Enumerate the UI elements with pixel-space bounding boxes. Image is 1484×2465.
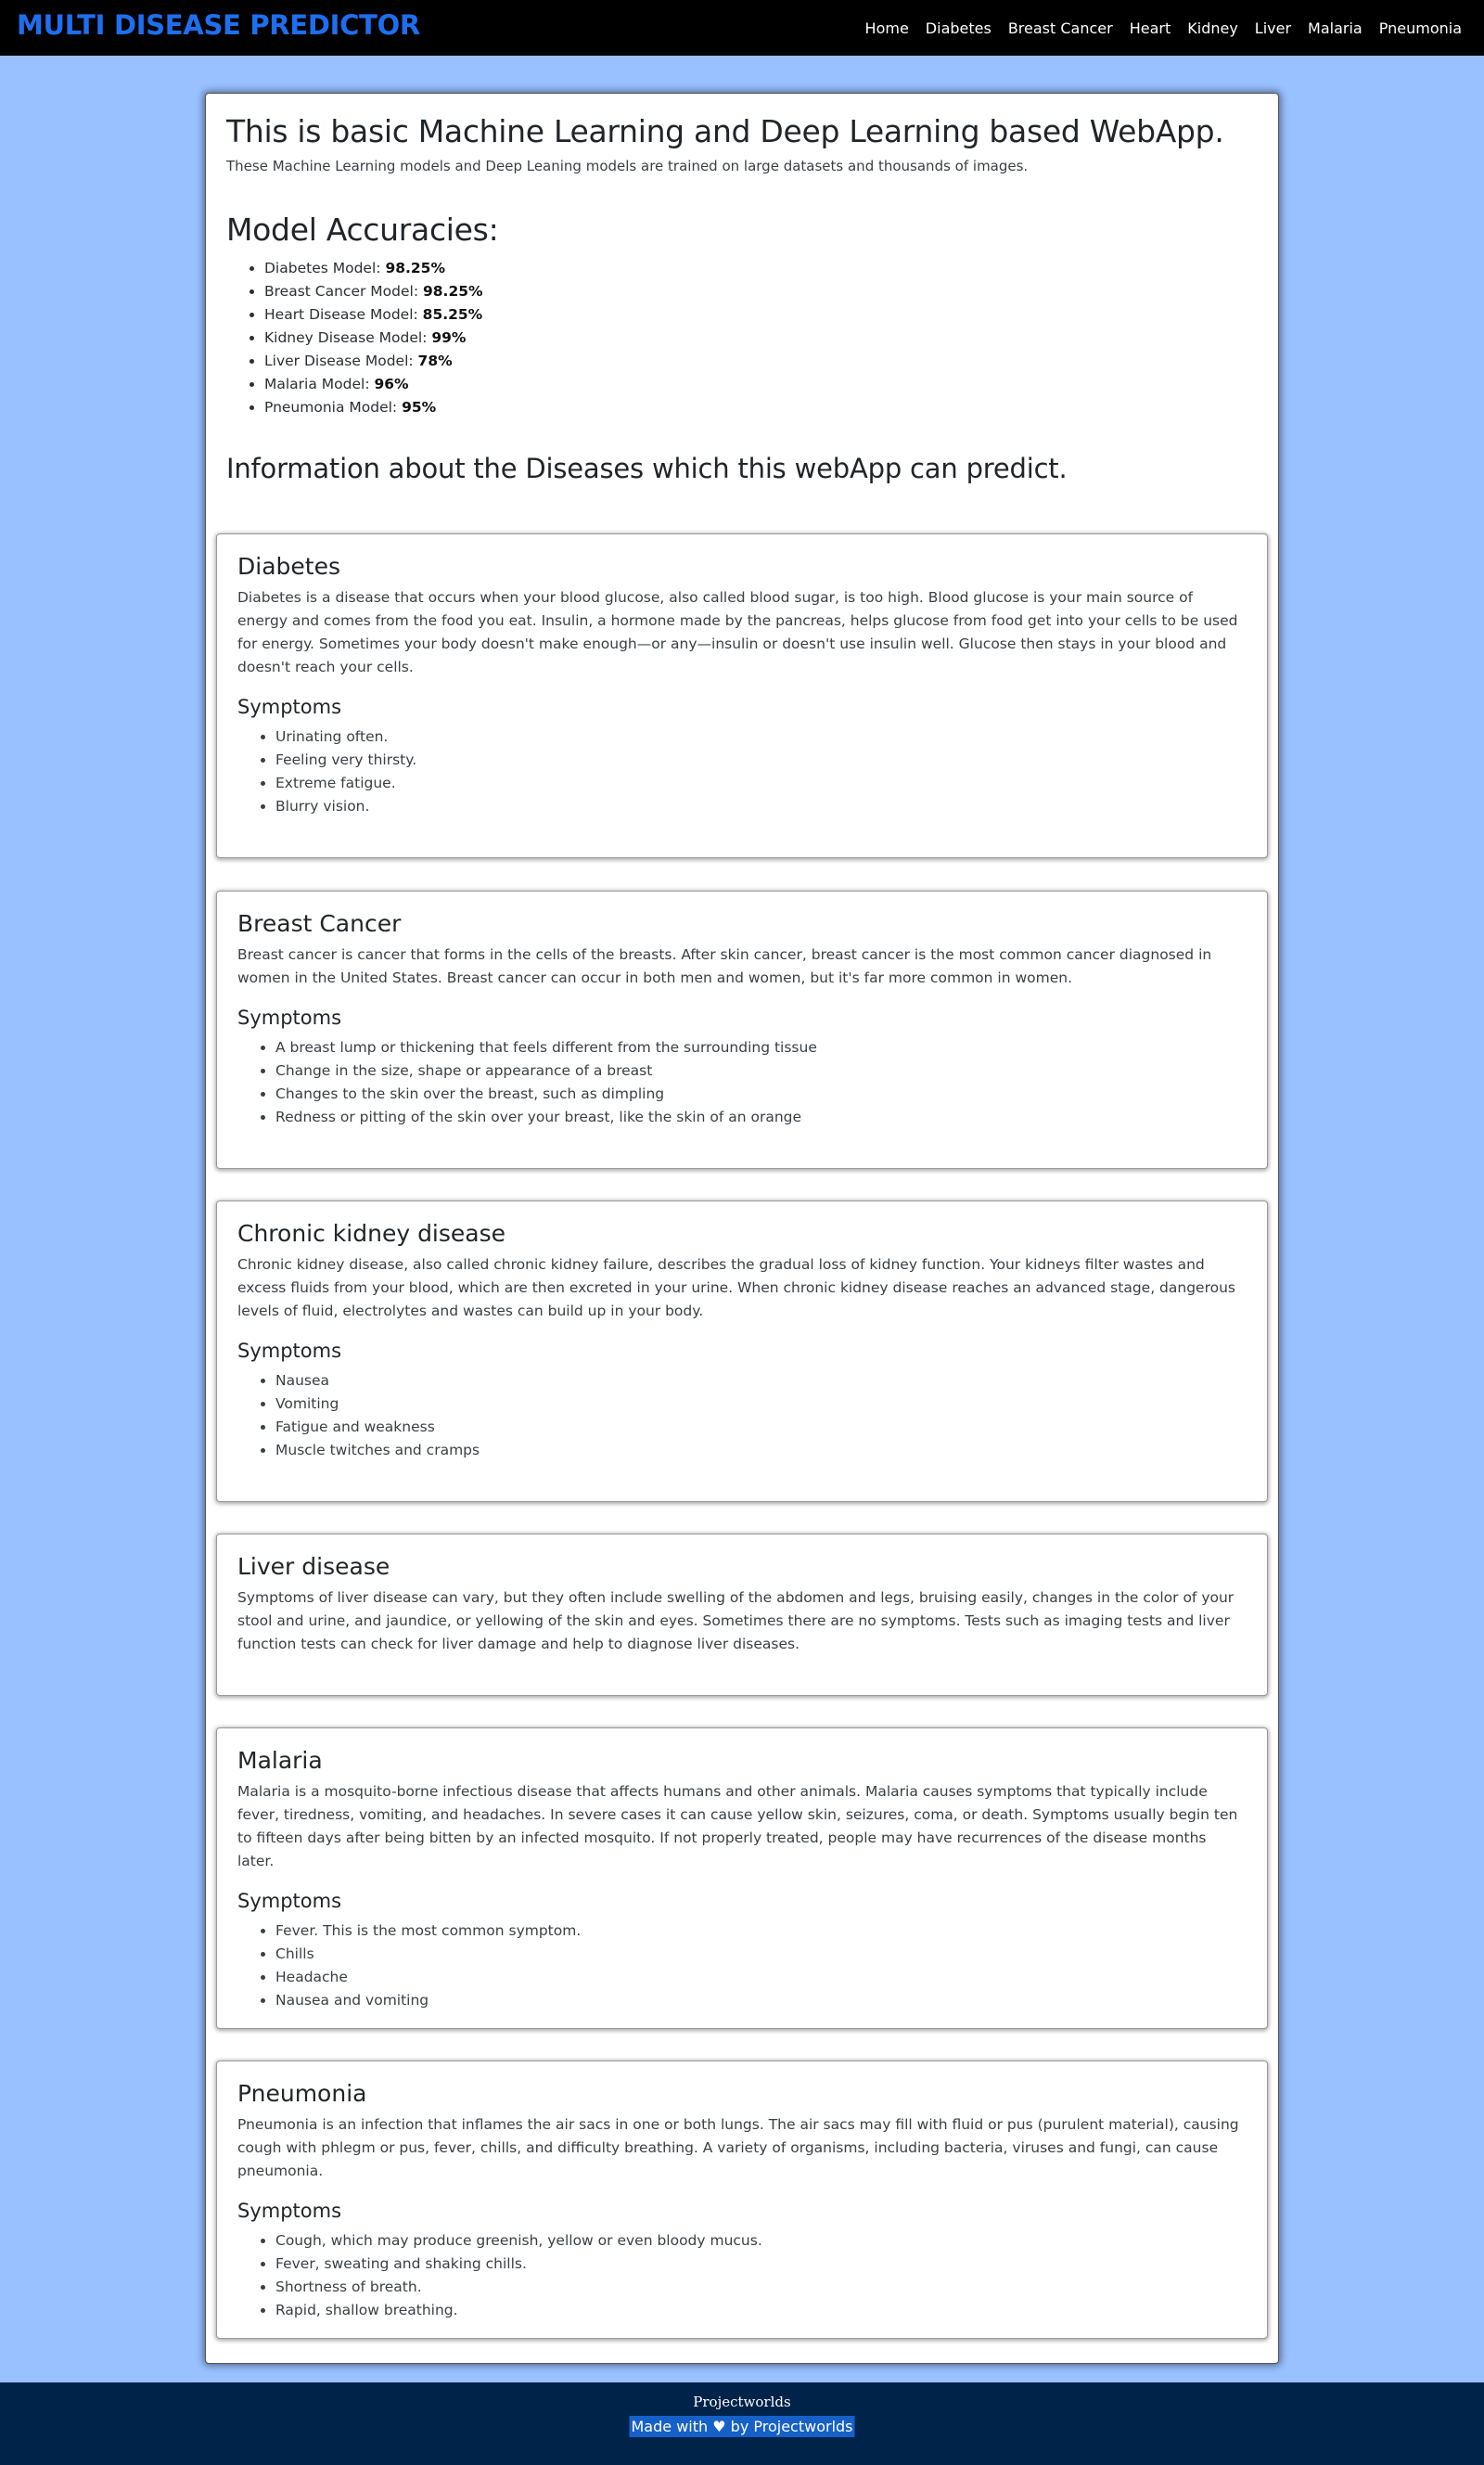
footer <box>0 2382 1484 2465</box>
symptoms-list <box>237 2229 1247 2322</box>
accuracy-item <box>264 327 1258 350</box>
accuracy-value: 98.25% <box>385 259 445 276</box>
disease-title: Diabetes <box>237 553 340 580</box>
nav-link-liver[interactable]: Liver <box>1254 19 1292 37</box>
nav-link-heart[interactable]: Heart <box>1129 19 1171 37</box>
accuracy-label: Liver Disease Model: <box>264 352 414 369</box>
accuracy-item <box>264 303 1258 327</box>
symptom-item: • Muscle twitches and cramps <box>275 1439 1247 1462</box>
accuracy-label: Kidney Disease Model: <box>264 328 428 346</box>
symptom-item: • Nausea and vomiting <box>275 1989 1247 2012</box>
disease-card-liver <box>216 1534 1268 1696</box>
symptom-item: • Cough, which may produce greenish, yellow or even bloody mucus. <box>275 2229 1247 2253</box>
navbar <box>0 0 1484 56</box>
symptoms-list <box>237 1919 1247 2012</box>
brand-logo[interactable]: MULTI DISEASE PREDICTOR <box>17 9 420 41</box>
accuracy-item <box>264 350 1258 373</box>
disease-title: Breast Cancer <box>237 910 402 937</box>
symptom-item: • Nausea <box>275 1369 1247 1393</box>
symptom-item: • Chills <box>275 1943 1247 1966</box>
nav-link-diabetes[interactable]: Diabetes <box>925 19 991 37</box>
disease-description: Breast cancer is cancer that forms in the cells of the breasts. After skin cancer, breast cancer is the most common cancer diagnosed in women in the United States. Breast cancer can occur in both men and women, but it's far more common in women. <box>237 946 1212 986</box>
symptom-item: • Redness or pitting of the skin over your breast, like the skin of an orange <box>275 1106 1247 1129</box>
accuracy-item <box>264 373 1258 396</box>
symptom-item: • Urinating often. <box>275 725 1247 749</box>
footer-name: Projectworlds <box>693 2394 791 2410</box>
nav-link-home[interactable]: Home <box>864 19 909 37</box>
symptom-item: • Shortness of breath. <box>275 2276 1247 2299</box>
symptom-item: • A breast lump or thickening that feels different from the surrounding tissue <box>275 1036 1247 1059</box>
symptoms-heading: Symptoms <box>237 2200 342 2222</box>
disease-description: Chronic kidney disease, also called chronic kidney failure, describes the gradual loss of kidney function. Your kidneys filter wastes and excess fluids from your blood, which are then excreted in your urine. When chronic kidney disease reaches an advanced stage, dangerous levels of fluid, electrolytes and wastes can build up in your body. <box>237 1256 1236 1319</box>
symptom-item: • Vomiting <box>275 1393 1247 1416</box>
nav-link-malaria[interactable]: Malaria <box>1308 19 1362 37</box>
disease-title: Pneumonia <box>237 2080 367 2107</box>
symptoms-heading: Symptoms <box>237 1890 342 1912</box>
accuracy-label: Heart Disease Model: <box>264 305 418 323</box>
symptom-item: • Rapid, shallow breathing. <box>275 2299 1247 2322</box>
accuracy-label: Malaria Model: <box>264 375 370 392</box>
symptoms-list <box>237 1369 1247 1462</box>
intro-section <box>206 94 1278 484</box>
symptoms-heading: Symptoms <box>237 696 342 718</box>
accuracy-label: Pneumonia Model: <box>264 398 398 416</box>
accuracies-title: Model Accuracies: <box>226 211 499 248</box>
disease-card-pneumonia <box>216 2061 1268 2339</box>
info-heading: Information about the Diseases which this webApp can predict. <box>226 452 1068 484</box>
accuracy-item <box>264 396 1258 419</box>
symptom-item: • Changes to the skin over the breast, such as dimpling <box>275 1083 1247 1106</box>
disease-description: Pneumonia is an infection that inflames the air sacs in one or both lungs. The air sacs may fill with fluid or pus (purulent material), causing cough with phlegm or pus, fever, chills, and difficulty breathing. A variety of organisms, including bacteria, viruses and fungi, can cause pneumonia. <box>237 2116 1239 2179</box>
symptom-item: • Fever. This is the most common symptom. <box>275 1919 1247 1943</box>
disease-card-diabetes <box>216 533 1268 858</box>
symptom-item: • Headache <box>275 1966 1247 1989</box>
accuracy-value: 95% <box>402 398 437 416</box>
accuracy-value: 85.25% <box>422 305 483 323</box>
symptoms-list <box>237 1036 1247 1129</box>
symptoms-heading: Symptoms <box>237 1340 342 1362</box>
accuracy-label: Diabetes Model: <box>264 259 381 276</box>
disease-description: Symptoms of liver disease can vary, but they often include swelling of the abdomen and legs, bruising easily, changes in the color of your stool and urine, and jaundice, or yellowing of the skin and eyes. Sometimes there are no symptoms. Tests such as imaging tests and liver function tests can check for liver damage and help to diagnose liver diseases. <box>237 1589 1235 1652</box>
disease-title: Liver disease <box>237 1553 390 1580</box>
disease-title: Malaria <box>237 1747 323 1774</box>
disease-description: Malaria is a mosquito-borne infectious disease that affects humans and other animals. Malaria causes symptoms that typically include fever, tiredness, vomiting, and headaches. In severe cases it can cause yellow skin, seizures, coma, or death. Symptoms usually begin ten to fifteen days after being bitten by an infected mosquito. If not properly treated, people may have recurrences of the disease months later. <box>237 1783 1238 1869</box>
symptom-item: • Feeling very thirsty. <box>275 749 1247 772</box>
accuracy-value: 98.25% <box>422 282 483 300</box>
accuracy-label: Breast Cancer Model: <box>264 282 419 300</box>
symptoms-heading: Symptoms <box>237 1007 342 1029</box>
accuracy-value: 78% <box>417 352 453 369</box>
symptoms-list <box>237 725 1247 818</box>
disease-card-kidney <box>216 1200 1268 1502</box>
disease-card-breast-cancer <box>216 891 1268 1169</box>
symptom-item: • Fever, sweating and shaking chills. <box>275 2253 1247 2276</box>
symptom-item: • Change in the size, shape or appearance of a breast <box>275 1059 1247 1083</box>
accuracy-value: 99% <box>431 328 467 346</box>
disease-description: Diabetes is a disease that occurs when your blood glucose, also called blood sugar, is too high. Blood glucose is your main source of energy and comes from the food you eat. Insulin, a hormone made by the pancreas, helps glucose from food get into your cells to be used for energy. Sometimes your body doesn't make enough—or any—insulin or doesn't use insulin well. Glucose then stays in your blood and doesn't reach your cells. <box>237 589 1238 675</box>
nav-link-pneumonia[interactable]: Pneumonia <box>1378 19 1462 37</box>
disease-title: Chronic kidney disease <box>237 1220 506 1247</box>
symptom-item: • Extreme fatigue. <box>275 772 1247 795</box>
symptom-item: • Blurry vision. <box>275 795 1247 818</box>
page-title: This is basic Machine Learning and Deep Learning based WebApp. <box>226 113 1224 149</box>
nav-link-kidney[interactable]: Kidney <box>1187 19 1238 37</box>
accuracy-value: 96% <box>374 375 409 392</box>
accuracies-section <box>226 212 1258 419</box>
disease-card-malaria <box>216 1727 1268 2029</box>
accuracy-item <box>264 257 1258 280</box>
accuracy-item <box>264 280 1258 303</box>
nav-links <box>857 19 1467 37</box>
nav-link-breast-cancer[interactable]: Breast Cancer <box>1007 19 1113 37</box>
page-subtitle: These Machine Learning models and Deep Leaning models are trained on large datasets and thousands of images. <box>226 157 1029 174</box>
symptom-item: • Fatigue and weakness <box>275 1416 1247 1439</box>
accuracy-list <box>226 257 1258 419</box>
footer-made-with: Made with ♥ by Projectworlds <box>631 2418 853 2435</box>
main-container <box>205 93 1279 2364</box>
